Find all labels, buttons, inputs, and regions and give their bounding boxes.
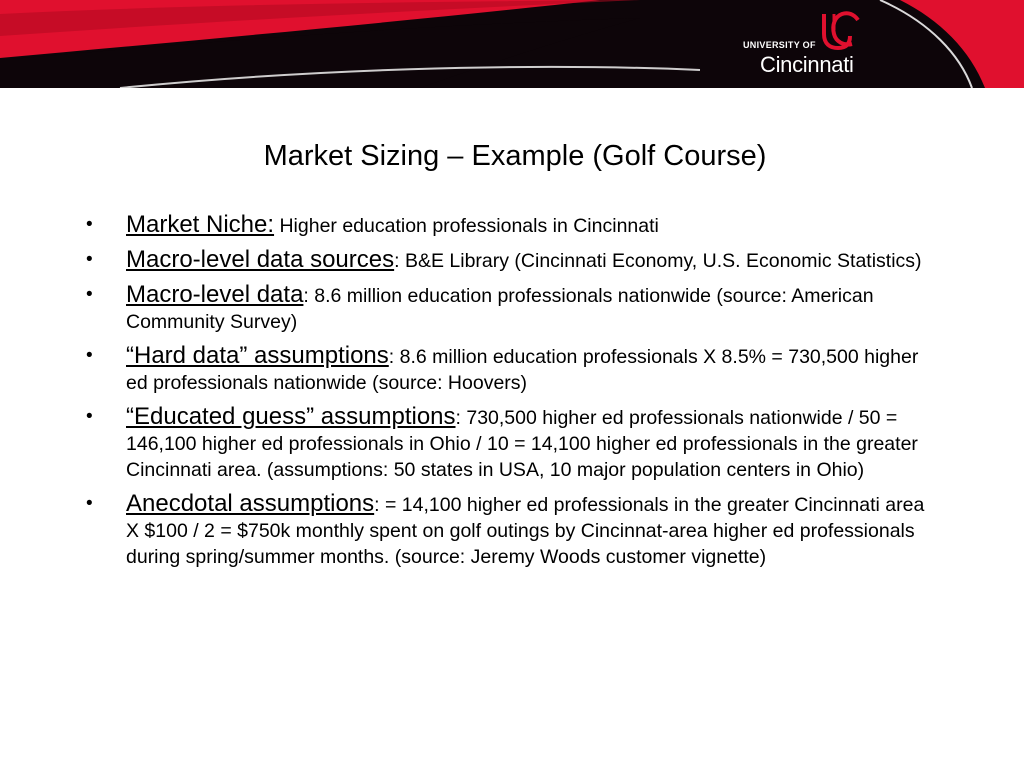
bullet-dot-icon: • <box>86 406 93 427</box>
bullet-text: B&E Library (Cincinnati Economy, U.S. Economic Statistics) <box>404 250 922 272</box>
bullet-term: “Hard data” assumptions <box>126 342 389 369</box>
slide-title: Market Sizing – Example (Golf Course) <box>263 140 767 172</box>
bullet-item <box>86 404 936 483</box>
bullet-separator: : <box>388 346 400 368</box>
logo-small-text: UNIVERSITY OF <box>743 40 816 50</box>
bullet-item <box>86 247 936 274</box>
bullet-item <box>86 282 936 335</box>
header-banner <box>0 0 1024 88</box>
bullet-text: 730,500 higher ed professionals nationwide / 50 = 146,100 higher ed professionals in Ohio / 10 = 14,100 higher ed professionals in the greater Cincinnati area. (assumptions: 50 states in USA, 10 major population centers in Ohio) <box>126 407 918 481</box>
bullet-term: Anecdotal assumptions <box>126 490 375 517</box>
logo-main-text: Cincinnati <box>760 52 854 77</box>
bullet-dot-icon: • <box>86 493 93 514</box>
bullet-term: Macro-level data <box>126 281 304 308</box>
bullet-list <box>86 212 936 578</box>
bullet-text: 8.6 million education professionals X 8.5% = 730,500 higher ed professionals nationwide (source: Hoovers) <box>126 346 919 394</box>
bullet-term: Macro-level data sources <box>126 246 395 273</box>
bullet-separator: : <box>374 494 385 516</box>
bullet-item <box>86 343 936 396</box>
uc-logo-mark-icon <box>818 10 864 52</box>
bullet-separator: : <box>303 285 315 307</box>
bullet-dot-icon: • <box>86 284 93 305</box>
bullet-text: Higher education professionals in Cincinnati <box>279 215 659 237</box>
bullet-term: Market Niche: <box>126 211 275 238</box>
bullet-text: 8.6 million education professionals nationwide (source: American Community Survey) <box>126 285 874 333</box>
bullet-separator: : <box>394 250 405 272</box>
bullet-dot-icon: • <box>86 214 93 235</box>
university-logo <box>740 10 890 80</box>
bullet-item <box>86 212 936 239</box>
bullet-text: = 14,100 higher ed professionals in the greater Cincinnati area X $100 / 2 = $750k monthly spent on golf outings by Cincinnat-area higher ed professionals during spring/summer months. (source: Jeremy Woods customer vignette) <box>126 494 925 568</box>
bullet-dot-icon: • <box>86 249 93 270</box>
bullet-term: “Educated guess” assumptions <box>126 403 456 430</box>
bullet-separator: : <box>455 407 467 429</box>
bullet-dot-icon: • <box>86 345 93 366</box>
bullet-item <box>86 491 936 570</box>
